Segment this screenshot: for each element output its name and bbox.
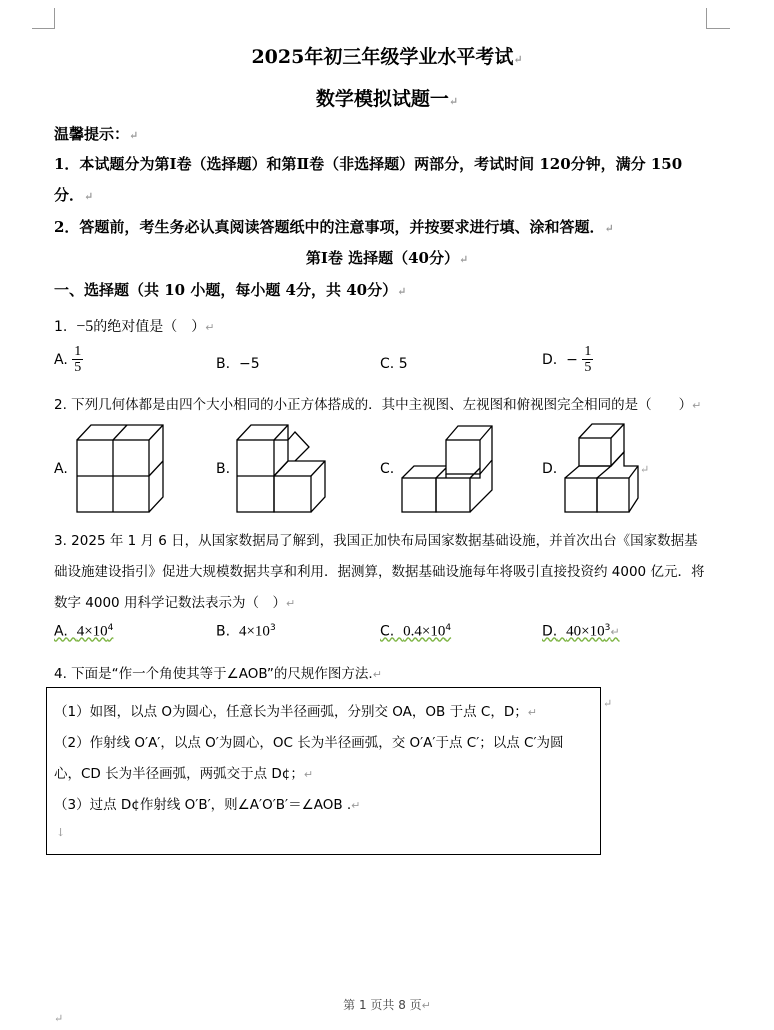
tip-1-line-2: 分．↵ bbox=[54, 186, 94, 204]
question-2-option-a-label: A. bbox=[54, 461, 68, 477]
question-1-option-b: B. −5 bbox=[216, 356, 260, 372]
question-3-option-c: C. $0.4\times 10^4$ bbox=[380, 623, 452, 640]
question-2-option-c-label: C. bbox=[380, 461, 395, 477]
cube-figure-d bbox=[565, 424, 638, 512]
paragraph-mark: ↵ bbox=[640, 463, 650, 476]
question-2-option-d-label: D. bbox=[542, 461, 558, 477]
question-1-stem: 1. −5的绝对值是（ ）↵ bbox=[54, 318, 215, 335]
crop-mark-top-left bbox=[32, 28, 54, 29]
question-3-line-1: 3. 2025 年 1 月 6 日，从国家数据局了解到，我国正加快布局国家数据基础设施，并首次出台《国家数据基 bbox=[54, 533, 698, 549]
construction-step-2-line-2: 心，CD 长为半径画弧，两弧交于点 D¢；↵ bbox=[54, 766, 314, 782]
tip-2: 2．答题前，考生务必认真阅读答题纸中的注意事项，并按要求进行填、涂和答题．↵ bbox=[54, 218, 614, 236]
exam-title: 2025年初三年级学业水平考试↵ bbox=[251, 46, 523, 68]
cube-figure-b bbox=[237, 425, 325, 512]
part-1-title: 第Ⅰ卷 选择题（40分）↵ bbox=[305, 249, 469, 267]
tip-1-line-1: 1．本试题分为第Ⅰ卷（选择题）和第Ⅱ卷（非选择题）两部分，考试时间 120分钟，满分 150 bbox=[54, 155, 683, 173]
question-2-option-b-label: B. bbox=[216, 461, 231, 477]
construction-step-3: （3）过点 D¢作射线 O′B′，则∠A′O′B′＝∠AOB .↵ bbox=[54, 797, 361, 813]
crop-mark-top-right bbox=[706, 28, 730, 29]
section-1-title: 一、选择题（共 10 小题，每小题 4分，共 40分）↵ bbox=[54, 281, 407, 299]
crop-mark-top-right bbox=[706, 8, 707, 29]
fraction: $\frac{1}{5}$ bbox=[584, 344, 592, 376]
paragraph-mark: ↵ bbox=[54, 1012, 64, 1025]
paragraph-mark: ↓ bbox=[56, 826, 66, 839]
question-3-line-2: 础设施建设指引》促进大规模数据共享和利用．据测算，数据基础设施每年将吸引直接投资约 4000 亿元．将 bbox=[54, 564, 705, 580]
page-footer: 第 1 页共 8 页↵ bbox=[343, 998, 431, 1012]
question-3-line-3: 数字 4000 用科学记数法表示为（ ）↵ bbox=[54, 595, 296, 611]
question-1-option-a: A. $\frac{1}{5}$ bbox=[54, 344, 82, 376]
question-3-option-b: B. $4\times 10^3$ bbox=[216, 623, 276, 640]
question-2-stem: 2. 下列几何体都是由四个大小相同的小正方体搭成的．其中主视图、左视图和俯视图完全相同的是（ ）↵ bbox=[54, 397, 702, 413]
question-3-option-a: A. $4\times 10^4$ bbox=[54, 623, 114, 640]
question-4-stem: 4. 下面是“作一个角使其等于∠AOB”的尺规作图方法.↵ bbox=[54, 666, 382, 682]
fraction: $\frac{1}{5}$ bbox=[74, 344, 82, 376]
cube-figure-c bbox=[402, 426, 492, 512]
exam-subtitle: 数学模拟试题一↵ bbox=[315, 88, 459, 110]
construction-step-2-line-1: （2）作射线 O′A′，以点 O′为圆心，OC 长为半径画弧，交 O′A′于点 C′；以点 C′为圆 bbox=[54, 735, 564, 751]
cube-figure-a bbox=[77, 425, 163, 512]
crop-mark-top-left bbox=[54, 8, 55, 29]
question-1-option-c: C. 5 bbox=[380, 356, 408, 372]
construction-step-1: （1）如图，以点 O为圆心，任意长为半径画弧，分别交 OA，OB 于点 C，D；↵ bbox=[54, 704, 537, 720]
question-1-option-d: D. − $\frac{1}{5}$ bbox=[542, 344, 592, 376]
tips-label: 温馨提示：↵ bbox=[54, 125, 139, 143]
paragraph-mark: ↵ bbox=[603, 697, 613, 710]
question-2-figures bbox=[0, 418, 774, 538]
question-3-option-d: D. $40\times 10^3↵$ bbox=[542, 623, 620, 640]
